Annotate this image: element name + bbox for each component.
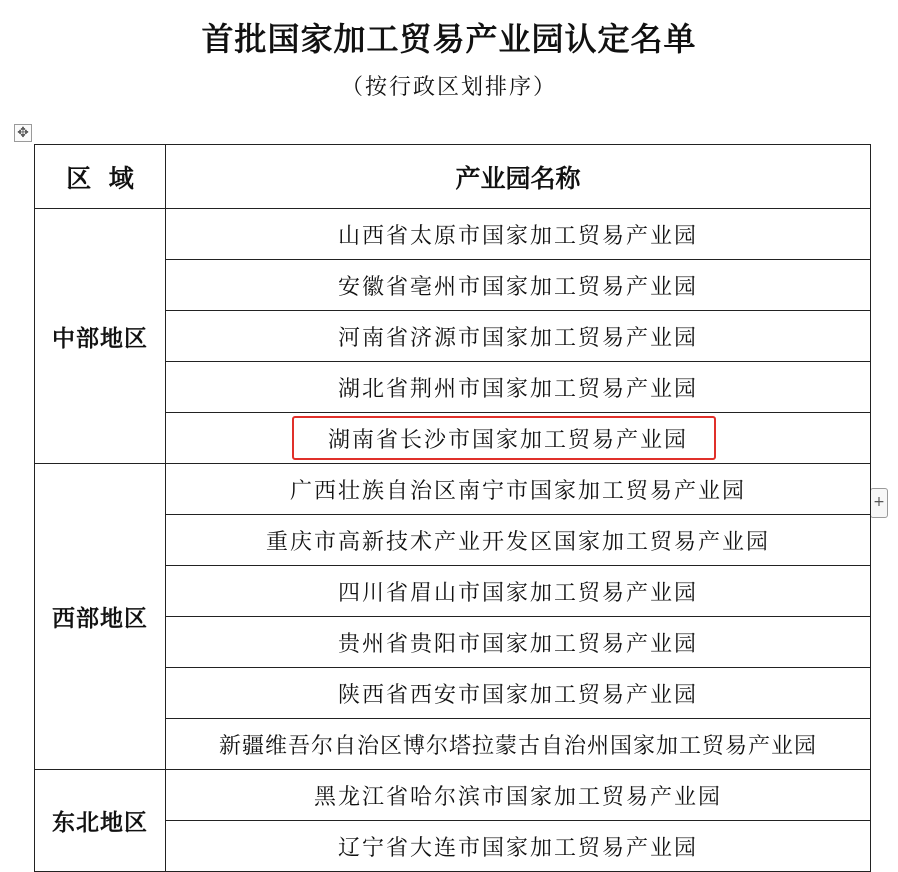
region-column-header: 区 域: [35, 145, 166, 209]
park-name-cell: 新疆维吾尔自治区博尔塔拉蒙古自治州国家加工贸易产业园: [166, 719, 871, 770]
park-name-cell: 山西省太原市国家加工贸易产业园: [166, 209, 871, 260]
document-title: 首批国家加工贸易产业园认定名单: [201, 20, 697, 58]
park-name-cell-highlighted: [166, 413, 871, 464]
park-name-cell: 湖北省荆州市国家加工贸易产业园: [166, 362, 871, 413]
park-name-cell: 安徽省亳州市国家加工贸易产业园: [166, 260, 871, 311]
park-name-cell: 黑龙江省哈尔滨市国家加工贸易产业园: [166, 770, 871, 821]
park-name-cell: 河南省济源市国家加工贸易产业园: [166, 311, 871, 362]
park-name-cell: 重庆市高新技术产业开发区国家加工贸易产业园: [166, 515, 871, 566]
table-row: [35, 464, 871, 515]
highlight-box: 湖南省长沙市国家加工贸易产业园: [292, 416, 716, 460]
region-cell-western: 西部地区: [35, 464, 166, 770]
park-name-cell: 广西壮族自治区南宁市国家加工贸易产业园: [166, 464, 871, 515]
park-name-cell: 贵州省贵阳市国家加工贸易产业园: [166, 617, 871, 668]
move-cross-icon[interactable]: ✥: [14, 124, 32, 142]
park-name-cell: 四川省眉山市国家加工贸易产业园: [166, 566, 871, 617]
region-cell-northeast: 东北地区: [35, 770, 166, 872]
park-name-column-header: 产业园名称: [166, 145, 871, 209]
park-name-cell: 辽宁省大连市国家加工贸易产业园: [166, 821, 871, 872]
table-row: [35, 209, 871, 260]
industrial-park-table: [34, 144, 871, 872]
table-header-row: [35, 145, 871, 209]
plus-icon[interactable]: +: [870, 488, 888, 518]
table-row: [35, 770, 871, 821]
document-subtitle: （按行政区划排序）: [340, 75, 557, 100]
park-name-cell: 陕西省西安市国家加工贸易产业园: [166, 668, 871, 719]
region-cell-central: 中部地区: [35, 209, 166, 464]
